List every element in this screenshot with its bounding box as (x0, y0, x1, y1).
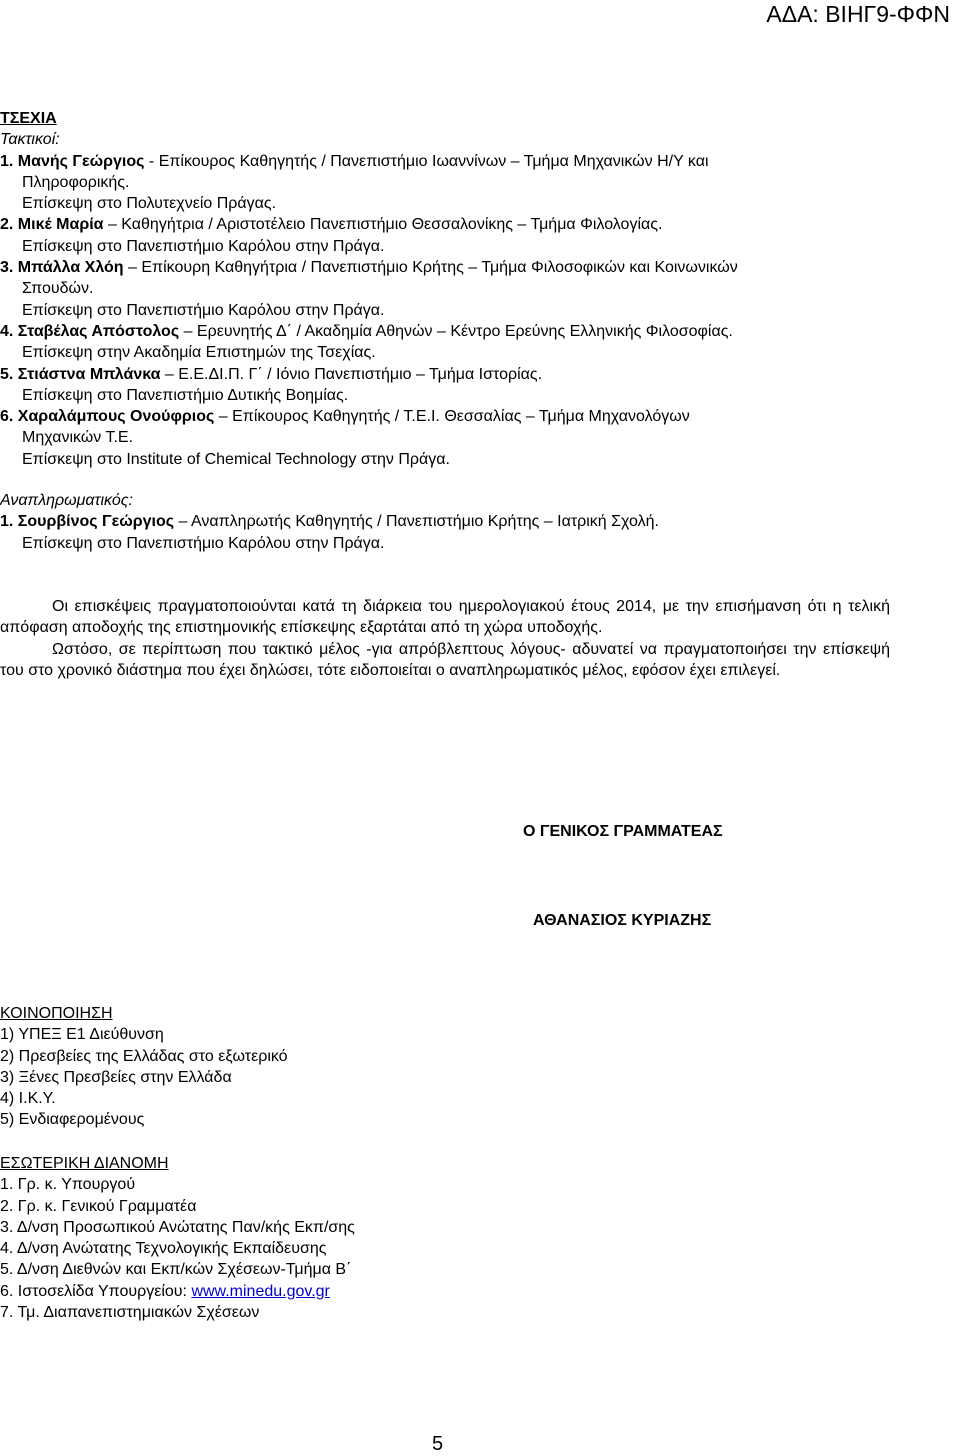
member-visit: Επίσκεψη στο Πανεπιστήμιο Δυτικής Βοημίας. (22, 386, 349, 404)
member-name: Μικέ Μαρία (17, 216, 104, 234)
member-5 (0, 364, 890, 407)
member-visit: Επίσκεψη στο Institute of Chemical Technology στην Πράγα. (22, 450, 450, 468)
notification-item: 4) Ι.Κ.Υ. (0, 1090, 56, 1108)
page-number: 5 (432, 1433, 444, 1455)
member-visit: Επίσκεψη στο Πανεπιστήμιο Καρόλου στην Πράγα. (22, 534, 385, 552)
member-visit: Επίσκεψη στο Πανεπιστήμιο Καρόλου στην Πράγα. (22, 237, 385, 255)
member-4 (0, 321, 890, 364)
member-number: 5. (0, 365, 14, 383)
notes (0, 596, 890, 681)
member-role: – Επίκουρος Καθηγητής / Τ.Ε.Ι. Θεσσαλίας – Τμήμα Μηχανολόγων (214, 408, 690, 426)
internal-item: 4. Δ/νση Ανώτατης Τεχνολογικής Εκπαίδευσης (0, 1240, 327, 1258)
member-name: Στιάστνα Μπλάνκα (17, 365, 161, 383)
member-role-cont: Πληροφορικής. (22, 173, 130, 191)
notification-item: 5) Ενδιαφερομένους (0, 1111, 145, 1129)
member-visit: Επίσκεψη στο Πολυτεχνείο Πράγας. (22, 195, 277, 213)
notification-item: 3) Ξένες Πρεσβείες στην Ελλάδα (0, 1068, 232, 1086)
member-number: 6. (0, 408, 14, 426)
member-1 (0, 151, 890, 215)
internal-distribution-block (0, 1153, 355, 1323)
ministry-website-link[interactable]: www.minedu.gov.gr (191, 1282, 330, 1300)
member-2 (0, 214, 890, 257)
member-3 (0, 257, 890, 321)
member-role: – Ερευνητής Δ΄ / Ακαδημία Αθηνών – Κέντρο Ερεύνης Ελληνικής Φιλοσοφίας. (179, 322, 733, 340)
internal-item: 3. Δ/νση Προσωπικού Ανώτατης Παν/κής Εκπ/σης (0, 1218, 355, 1236)
internal-item: 2. Γρ. κ. Γενικού Γραμματέα (0, 1197, 197, 1215)
website-label: 6. Ιστοσελίδα Υπουργείου: (0, 1282, 192, 1300)
note-paragraph: Οι επισκέψεις πραγματοποιούνται κατά τη διάρκεια του ημερολογιακού έτους 2014, με την επισήμανση ότι η τελική απόφαση αποδοχής της επιστημονικής επίσκεψης εξαρτάται από τη χώρα υποδοχής. (0, 597, 890, 637)
member-name: Σταβέλας Απόστολος (17, 322, 180, 340)
member-role: – Επίκουρη Καθηγήτρια / Πανεπιστήμιο Κρήτης – Τμήμα Φιλοσοφικών και Κοινωνικών (123, 259, 738, 277)
member-visit: Επίσκεψη στο Πανεπιστήμιο Καρόλου στην Πράγα. (22, 301, 385, 319)
member-visit: Επίσκεψη στην Ακαδημία Επιστημών της Τσεχίας. (22, 344, 376, 362)
notification-title: ΚΟΙΝΟΠΟΙΗΣΗ (0, 1005, 113, 1022)
document-body (0, 108, 890, 681)
member-role: – Ε.Ε.ΔΙ.Π. Γ΄ / Ιόνιο Πανεπιστήμιο – Τμήμα Ιστορίας. (160, 365, 543, 383)
member-role-cont: Σπουδών. (22, 280, 94, 298)
member-number: 1. (0, 152, 14, 170)
internal-item-website (0, 1281, 355, 1302)
alternate-label: Αναπληρωματικός: (0, 492, 133, 510)
notification-block (0, 1003, 288, 1131)
signature-name: ΑΘΑΝΑΣΙΟΣ ΚΥΡΙΑΖΗΣ (533, 912, 712, 929)
country-heading: ΤΣΕΧΙΑ (0, 110, 57, 127)
alternate-member (0, 511, 890, 554)
member-name: Χαραλάμπους Ονούφριος (17, 408, 215, 426)
member-number: 1. (0, 513, 14, 531)
notification-item: 1) ΥΠΕΞ Ε1 Διεύθυνση (0, 1026, 164, 1044)
member-number: 2. (0, 216, 14, 234)
internal-item: 1. Γρ. κ. Υπουργού (0, 1176, 136, 1194)
internal-title: ΕΣΩΤΕΡΙΚΗ ΔΙΑΝΟΜΗ (0, 1155, 169, 1172)
member-role: - Επίκουρος Καθηγητής / Πανεπιστήμιο Ιωαννίνων – Τμήμα Μηχανικών Η/Υ και (144, 152, 709, 170)
member-role-cont: Μηχανικών Τ.Ε. (22, 429, 134, 447)
member-name: Σουρβίνος Γεώργιος (17, 513, 175, 531)
member-name: Μπάλλα Χλόη (17, 259, 124, 277)
member-name: Μανής Γεώργιος (17, 152, 145, 170)
ada-code: ΑΔΑ: ΒΙΗΓ9-ΦΦΝ (766, 1, 950, 27)
internal-item: 7. Τμ. Διαπανεπιστημιακών Σχέσεων (0, 1304, 260, 1322)
regular-label: Τακτικοί: (0, 131, 60, 149)
member-role: – Καθηγήτρια / Αριστοτέλειο Πανεπιστήμιο Θεσσαλονίκης – Τμήμα Φιλολογίας. (103, 216, 663, 234)
signature-title: Ο ΓΕΝΙΚΟΣ ΓΡΑΜΜΑΤΕΑΣ (523, 823, 723, 840)
member-role: – Αναπληρωτής Καθηγητής / Πανεπιστήμιο Κρήτης – Ιατρική Σχολή. (174, 513, 659, 531)
internal-item: 5. Δ/νση Διεθνών και Εκπ/κών Σχέσεων-Τμήμα Β΄ (0, 1261, 352, 1279)
notification-item: 2) Πρεσβείες της Ελλάδας στο εξωτερικό (0, 1047, 288, 1065)
member-number: 3. (0, 259, 14, 277)
member-number: 4. (0, 322, 14, 340)
note-paragraph: Ωστόσο, σε περίπτωση που τακτικό μέλος -για απρόβλεπτους λόγους- αδυνατεί να πραγματοποιήσει την επίσκεψή του στο χρονικό διάστημα που έχει δηλώσει, τότε ειδοποιείται ο αναπληρωματικός μέλος, εφόσον έχει επιλεγεί. (0, 640, 890, 679)
member-6 (0, 406, 890, 470)
